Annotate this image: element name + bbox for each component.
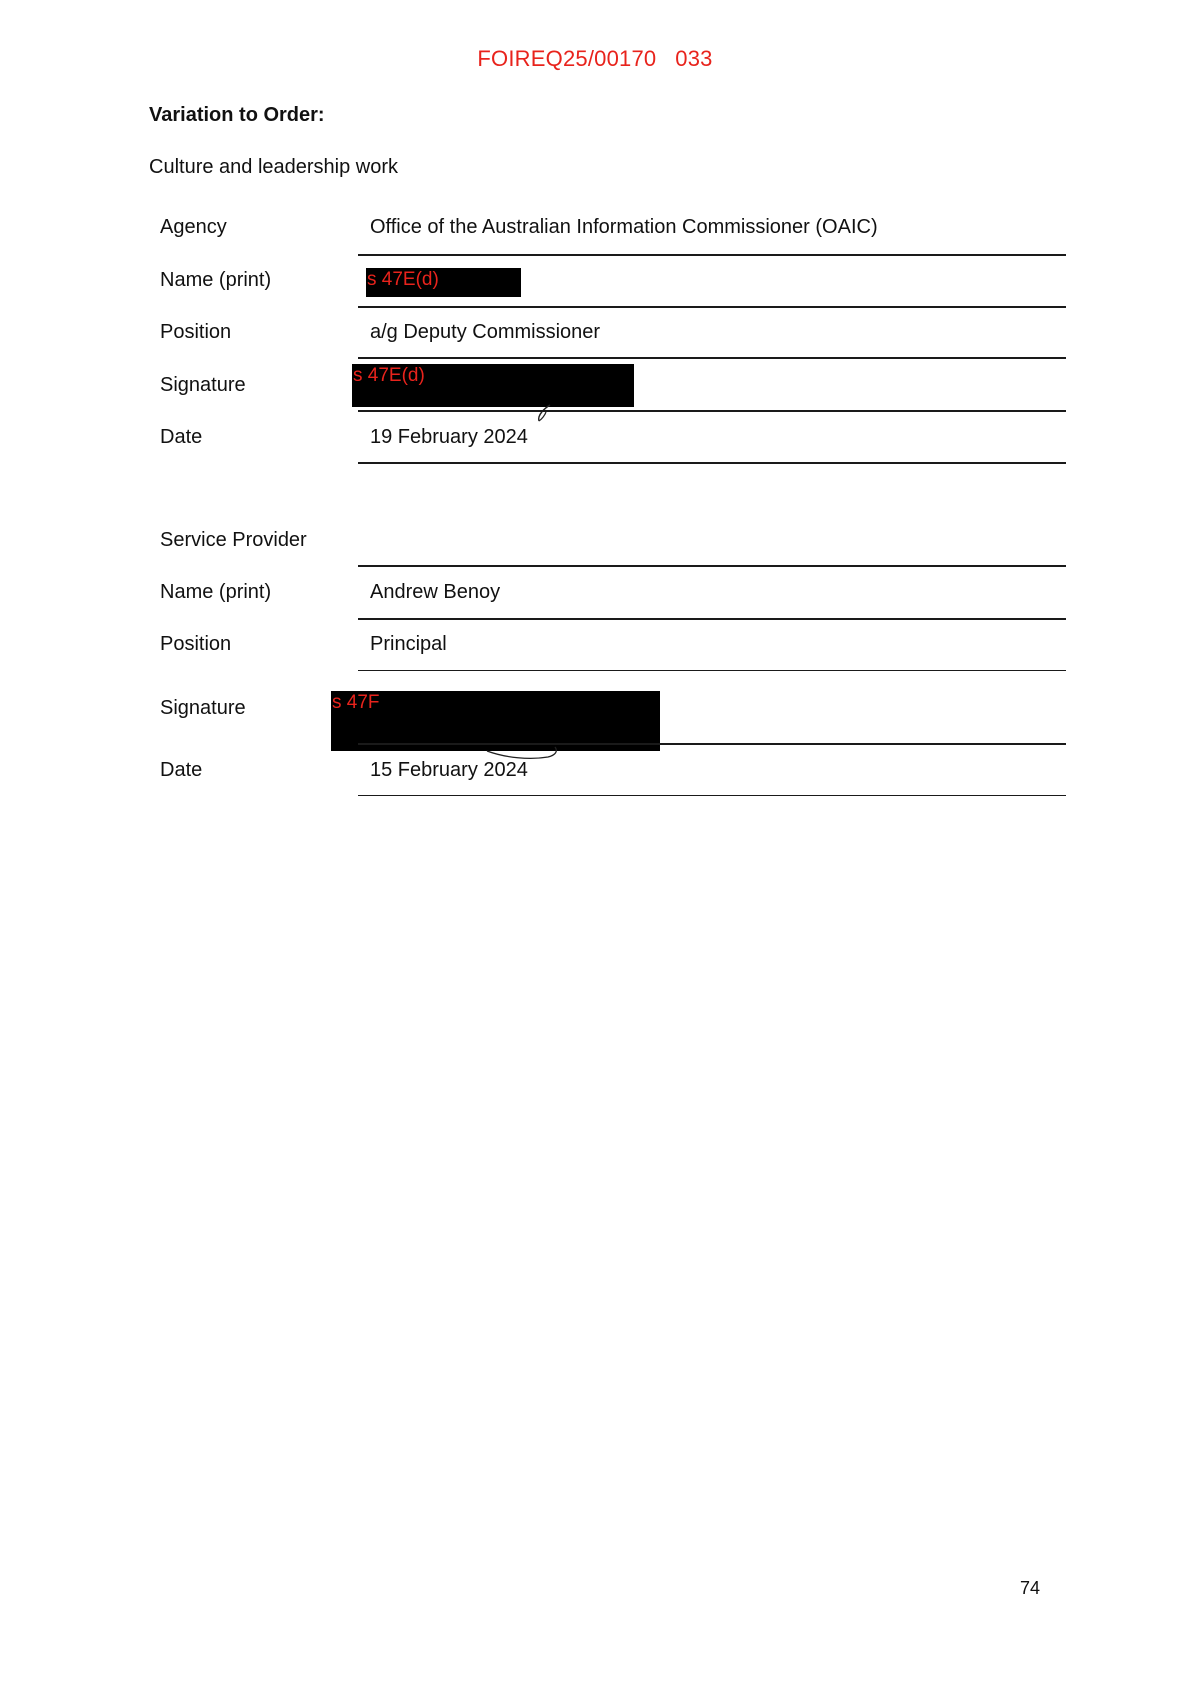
agency-name-label: Name (print) bbox=[160, 269, 272, 291]
provider-signature-rule bbox=[358, 743, 1066, 745]
provider-date-rule bbox=[358, 795, 1066, 796]
agency-signature-redaction-code: s 47E(d) bbox=[353, 365, 425, 386]
agency-name-rule bbox=[358, 306, 1066, 308]
agency-date-value: 19 February 2024 bbox=[370, 426, 528, 448]
provider-name-rule bbox=[358, 618, 1066, 620]
agency-value: Office of the Australian Information Commissioner (OAIC) bbox=[370, 216, 878, 238]
provider-position-rule bbox=[358, 670, 1066, 671]
agency-position-label: Position bbox=[160, 321, 232, 343]
agency-signature-redaction bbox=[352, 364, 634, 407]
provider-label: Service Provider bbox=[160, 529, 307, 551]
agency-signature-trace bbox=[536, 404, 558, 424]
provider-signature-redaction bbox=[331, 691, 660, 751]
provider-date-value: 15 February 2024 bbox=[370, 759, 528, 781]
provider-date-label: Date bbox=[160, 759, 203, 781]
provider-name-value: Andrew Benoy bbox=[370, 581, 501, 603]
provider-signature-label: Signature bbox=[160, 697, 246, 719]
agency-signature-label: Signature bbox=[160, 374, 246, 396]
document-subtitle: Culture and leadership work bbox=[149, 156, 399, 178]
agency-name-redaction bbox=[366, 268, 521, 297]
agency-date-rule bbox=[358, 462, 1066, 464]
document-heading: Variation to Order: bbox=[149, 104, 325, 126]
agency-label: Agency bbox=[160, 216, 227, 238]
agency-date-label: Date bbox=[160, 426, 203, 448]
provider-signature-redaction-code: s 47F bbox=[332, 692, 380, 713]
agency-position-value: a/g Deputy Commissioner bbox=[370, 321, 601, 343]
agency-name-redaction-code: s 47E(d) bbox=[367, 269, 439, 290]
page-number: 74 bbox=[1020, 1578, 1041, 1598]
provider-name-label: Name (print) bbox=[160, 581, 272, 603]
foi-reference: FOIREQ25/00170 033 bbox=[477, 46, 713, 71]
provider-position-label: Position bbox=[160, 633, 232, 655]
agency-rule bbox=[358, 254, 1066, 256]
agency-signature-rule bbox=[358, 410, 1066, 412]
provider-rule bbox=[358, 565, 1066, 567]
agency-position-rule bbox=[358, 357, 1066, 359]
provider-position-value: Principal bbox=[370, 633, 447, 655]
